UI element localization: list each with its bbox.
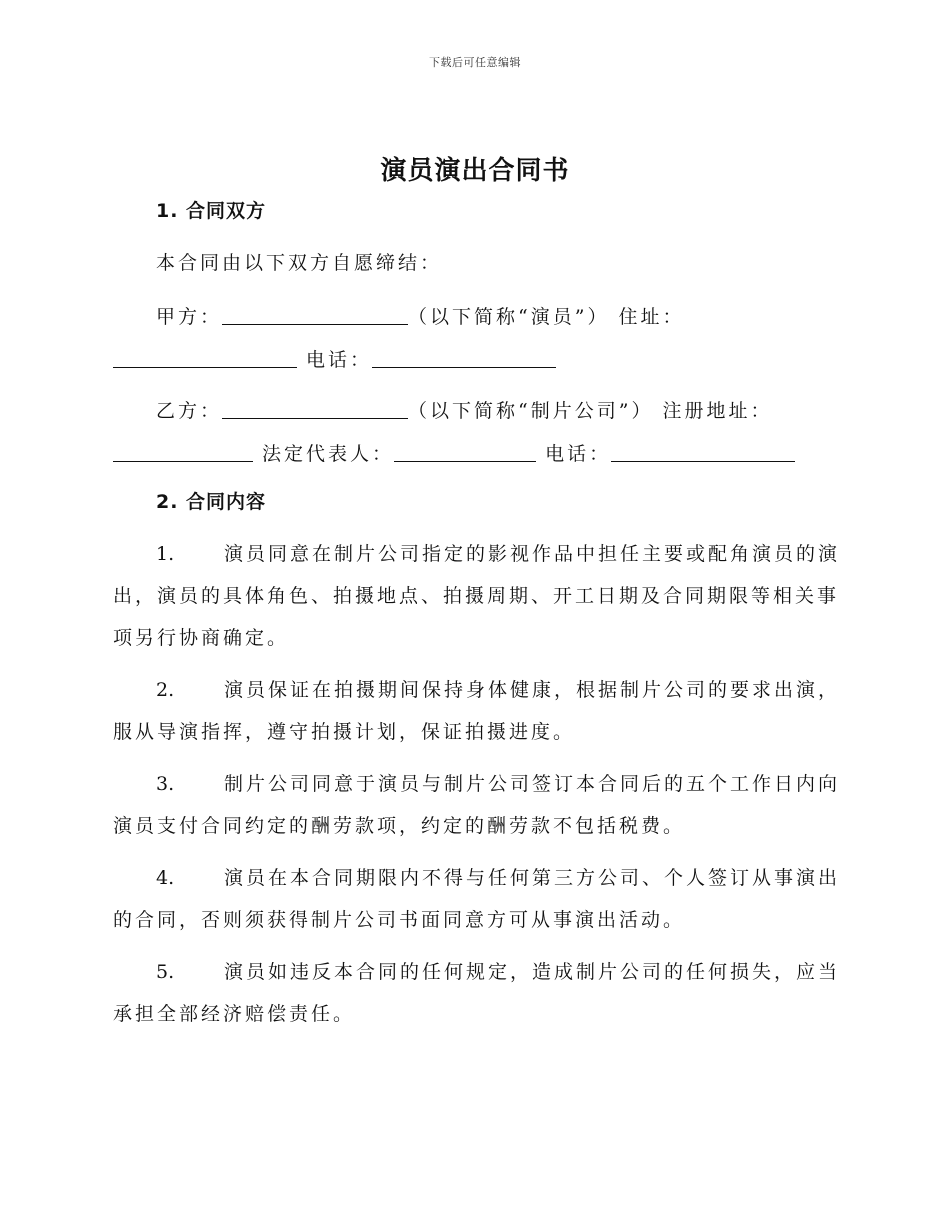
party-a-name-field[interactable] bbox=[222, 305, 408, 325]
clause-text: 演员保证在拍摄期间保持身体健康，根据制片公司的要求出演， bbox=[224, 679, 841, 701]
party-a-address-field[interactable] bbox=[113, 348, 297, 368]
clause-text: 演员如违反本合同的任何规定，造成制片公司的任何损失，应当 bbox=[224, 961, 841, 983]
clause-3-line-1 bbox=[156, 775, 840, 794]
party-b-line-2 bbox=[113, 442, 795, 464]
party-b-name-field[interactable] bbox=[222, 399, 408, 419]
clause-text: 演员同意在制片公司指定的影视作品中担任主要或配角演员的演 bbox=[224, 543, 841, 565]
clause-2-number: 2. bbox=[156, 679, 175, 701]
clause-text: 制片公司同意于演员与制片公司签订本合同后的五个工作日内向 bbox=[224, 773, 841, 795]
party-a-phone-label: 电话： bbox=[306, 349, 373, 371]
clause-1-line-1 bbox=[156, 545, 840, 564]
party-a-label: 甲方： bbox=[156, 306, 223, 328]
document-title: 演员演出合同书 bbox=[380, 156, 570, 186]
party-b-label: 乙方： bbox=[156, 400, 223, 422]
clause-4-line-1 bbox=[156, 869, 840, 888]
party-b-phone-field[interactable] bbox=[611, 442, 795, 462]
clause-5-line-2: 承担全部经济赔偿责任。 bbox=[113, 1003, 356, 1025]
clause-text: 演员在本合同期限内不得与任何第三方公司、个人签订从事演出 bbox=[224, 867, 841, 889]
clause-3-line-2: 演员支付合同约定的酬劳款项，约定的酬劳款不包括税费。 bbox=[113, 815, 686, 837]
party-a-line-2 bbox=[113, 348, 556, 370]
party-b-phone-label: 电话： bbox=[545, 443, 612, 465]
party-b-reg-address-label: 注册地址： bbox=[662, 400, 773, 422]
clause-5-line-1 bbox=[156, 963, 840, 982]
clause-3-number: 3. bbox=[156, 773, 175, 795]
party-b-line bbox=[156, 399, 773, 421]
clause-5-number: 5. bbox=[156, 961, 175, 983]
party-a-line bbox=[156, 305, 685, 327]
clause-1-line-2: 出，演员的具体角色、拍摄地点、拍摄周期、开工日期及合同期限等相关事 bbox=[113, 585, 840, 607]
clause-2-line-2: 服从导演指挥，遵守拍摄计划，保证拍摄进度。 bbox=[113, 721, 576, 743]
party-a-phone-field[interactable] bbox=[372, 348, 556, 368]
party-b-alias: （以下简称“制片公司”） bbox=[408, 400, 654, 422]
section2-heading: 2. 合同内容 bbox=[156, 491, 267, 513]
party-b-legal-rep-label: 法定代表人： bbox=[262, 443, 395, 465]
party-b-legal-rep-field[interactable] bbox=[394, 442, 536, 462]
section1-heading: 1. 合同双方 bbox=[156, 200, 267, 222]
clause-4-line-2: 的合同，否则须获得制片公司书面同意方可从事演出活动。 bbox=[113, 909, 686, 931]
section1-intro: 本合同由以下双方自愿缔结： bbox=[156, 252, 443, 274]
clause-4-number: 4. bbox=[156, 867, 175, 889]
clause-1-number: 1. bbox=[156, 543, 175, 565]
clause-2-line-1 bbox=[156, 681, 840, 700]
party-a-alias: （以下简称“演员”） bbox=[408, 306, 610, 328]
party-b-reg-address-field[interactable] bbox=[113, 442, 253, 462]
header-note: 下载后可任意编辑 bbox=[429, 56, 521, 69]
clause-1-line-3: 项另行协商确定。 bbox=[113, 627, 290, 649]
party-a-address-label: 住址： bbox=[618, 306, 685, 328]
